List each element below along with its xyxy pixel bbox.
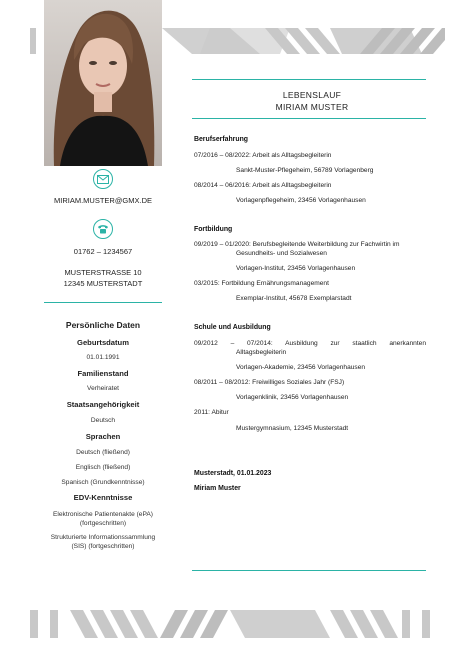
sidebar-divider	[44, 302, 162, 303]
language-item: Deutsch (fließend)	[76, 449, 130, 456]
education-detail: Vorlagenklinik, 23456 Vorlagenhausen	[236, 394, 349, 401]
languages-label: Sprachen	[85, 432, 121, 441]
education-detail: Mustergymnasium, 12345 Musterstadt	[236, 425, 349, 432]
cv-title: LEBENSLAUF	[282, 90, 342, 100]
address-street: MUSTERSTRASSE 10	[64, 268, 142, 277]
cv-name: MIRIAM MUSTER	[275, 102, 349, 112]
marital-value: Verheiratet	[87, 385, 119, 392]
footer-rule	[192, 570, 426, 571]
training-detail: Exemplar-Institut, 45678 Exemplarstadt	[236, 295, 352, 302]
birthdate-label: Geburtsdatum	[77, 338, 129, 347]
it-skill-item: Strukturierte Informationssammlung	[50, 534, 156, 541]
it-skill-item: (fortgeschritten)	[79, 520, 127, 527]
experience-entry: 07/2016 – 08/2022: Arbeit als Alltagsbegleiterin	[194, 152, 332, 159]
language-item: Spanisch (Grundkenntnisse)	[61, 479, 145, 486]
training-entry-cont: Gesundheits- und Sozialwesen	[236, 250, 327, 257]
nationality-value: Deutsch	[90, 417, 116, 424]
title-rule-top	[192, 79, 426, 80]
education-detail: Vorlagen-Akademie, 23456 Vorlagenhausen	[236, 364, 366, 371]
it-skills-label: EDV-Kenntnisse	[73, 493, 133, 502]
place-date: Musterstadt, 01.01.2023	[194, 470, 272, 477]
phone-icon	[93, 219, 113, 239]
experience-detail: Sankt-Muster-Pflegeheim, 56789 Vorlagenberg	[236, 167, 374, 174]
address-city: 12345 MUSTERSTADT	[63, 279, 143, 288]
nationality-label: Staatsangehörigkeit	[66, 400, 140, 409]
birthdate-value: 01.01.1991	[86, 354, 120, 361]
language-item: Englisch (fließend)	[75, 464, 131, 471]
experience-detail: Vorlagenpflegeheim, 23456 Vorlagenhausen	[236, 197, 366, 204]
title-rule-bottom	[192, 118, 426, 119]
signature-name: Miriam Muster	[194, 485, 241, 492]
training-heading: Fortbildung	[194, 226, 233, 233]
email-icon	[93, 169, 113, 189]
education-heading: Schule und Ausbildung	[194, 324, 271, 331]
training-entry: 03/2015: Fortbildung Ernährungsmanagement	[194, 280, 329, 287]
it-skill-item: Elektronische Patientenakte (ePA)	[53, 511, 153, 518]
bottom-stripe-band	[30, 604, 445, 642]
education-entry-cont: Alltagsbegleiterin	[236, 349, 287, 356]
experience-heading: Berufserfahrung	[194, 136, 248, 143]
training-detail: Vorlagen-Institut, 23456 Vorlagenhausen	[236, 265, 356, 272]
personal-data-heading: Persönliche Daten	[65, 320, 141, 330]
education-entry: 2011: Abitur	[194, 409, 229, 416]
profile-photo	[44, 0, 162, 166]
marital-label: Familienstand	[77, 369, 129, 378]
email-text[interactable]: MIRIAM.MUSTER@GMX.DE	[53, 196, 153, 205]
training-entry: 09/2019 – 01/2020: Berufsbegleitende Weiterbildung zur Fachwirtin im	[194, 241, 400, 248]
education-entry: 08/2011 – 08/2012: Freiwilliges Soziales Jahr (FSJ)	[194, 379, 345, 386]
education-entry: 09/2012 – 07/2014: Ausbildung zur staatlich anerkannten	[194, 340, 426, 347]
it-skill-item: (SIS) (fortgeschritten)	[71, 543, 135, 550]
phone-text[interactable]: 01762 – 1234567	[73, 247, 133, 256]
experience-entry: 08/2014 – 06/2016: Arbeit als Alltagsbegleiterin	[194, 182, 332, 189]
